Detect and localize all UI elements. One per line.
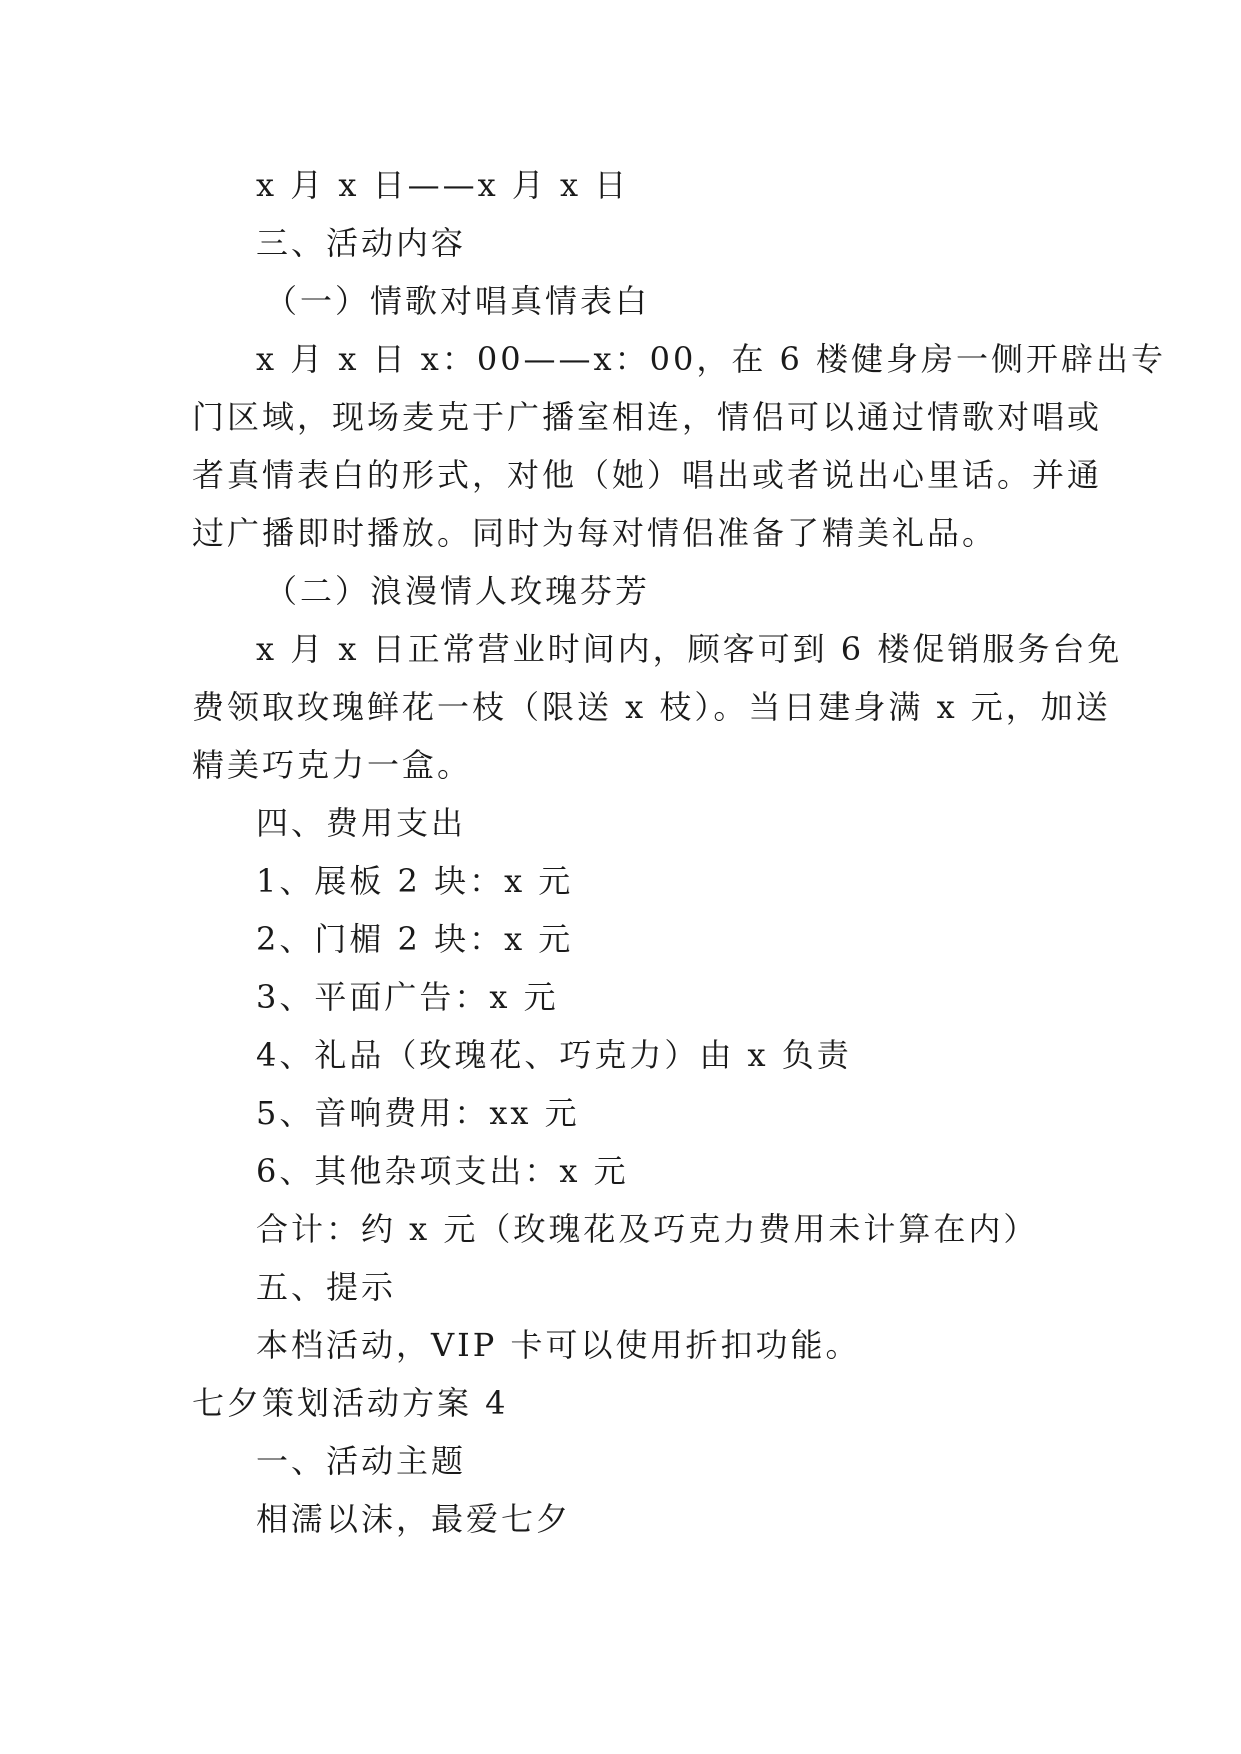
- list-item: 6、其他杂项支出：x 元: [256, 1152, 629, 1190]
- list-item: 2、门楣 2 块：x 元: [256, 920, 574, 958]
- paragraph-line: 门区域，现场麦克于广播室相连，情侣可以通过情歌对唱或: [192, 398, 1103, 436]
- paragraph-line: x 月 x 日正常营业时间内，顾客可到 6 楼促销服务台免: [256, 630, 1123, 668]
- paragraph-line: 者真情表白的形式，对他（她）唱出或者说出心里话。并通: [192, 456, 1103, 494]
- section-heading: 四、费用支出: [256, 804, 467, 842]
- paragraph-line: 过广播即时播放。同时为每对情侣准备了精美礼品。: [192, 514, 998, 552]
- paragraph-line: 本档活动，VIP 卡可以使用折扣功能。: [256, 1326, 861, 1364]
- section-heading: 三、活动内容: [256, 224, 467, 262]
- subsection-heading: （二）浪漫情人玫瑰芬芳: [265, 572, 651, 610]
- paragraph-line: 相濡以沫，最爱七夕: [256, 1500, 572, 1538]
- total-line: 合计：约 x 元（玫瑰花及巧克力费用未计算在内）: [256, 1210, 1039, 1248]
- date-range-line: x 月 x 日——x 月 x 日: [256, 166, 630, 204]
- list-item: 1、展板 2 块：x 元: [256, 862, 574, 900]
- paragraph-line: 精美巧克力一盒。: [192, 746, 473, 784]
- list-item: 4、礼品（玫瑰花、巧克力）由 x 负责: [256, 1036, 852, 1074]
- list-item: 3、平面广告：x 元: [256, 978, 559, 1016]
- section-heading: 一、活动主题: [256, 1442, 467, 1480]
- section-heading: 五、提示: [256, 1268, 397, 1306]
- subsection-heading: （一）情歌对唱真情表白: [265, 282, 651, 320]
- document-title: 七夕策划活动方案 4: [192, 1384, 509, 1422]
- list-item: 5、音响费用：xx 元: [256, 1094, 580, 1132]
- paragraph-line: 费领取玫瑰鲜花一枝（限送 x 枝）。当日建身满 x 元，加送: [192, 688, 1111, 726]
- paragraph-line: x 月 x 日 x：00——x：00，在 6 楼健身房一侧开辟出专: [256, 340, 1167, 378]
